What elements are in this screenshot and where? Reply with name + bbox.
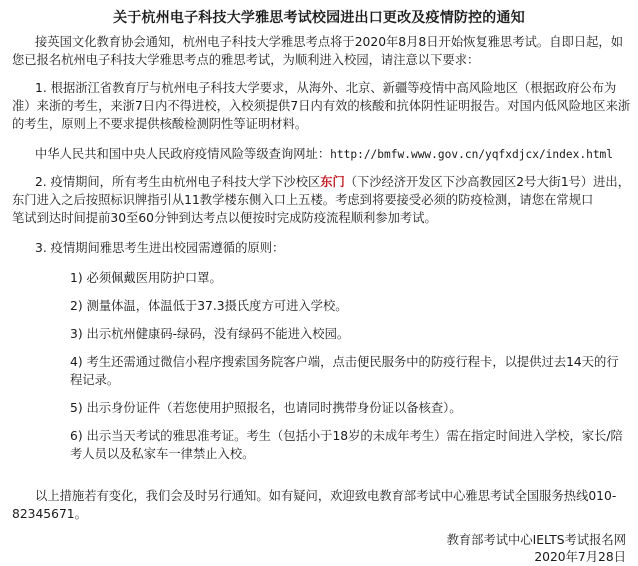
rule-2: 2) 测量体温，体温低于37.3摄氏度方可进入学校。	[70, 299, 348, 313]
rule-4-line-2: 程记录。	[70, 373, 120, 387]
website-label: 中华人民共和国中央人民政府疫情风险等级查询网址：	[35, 147, 331, 161]
website-url[interactable]: http://bmfw.www.gov.cn/yqfxdjcx/index.html	[330, 148, 614, 161]
item2-line-1	[35, 174, 630, 191]
closing-line-2: 82345671。	[12, 507, 87, 521]
closing-line-1: 以上措施若有变化，我们会及时另行通知。如有疑问，欢迎致电教育部考试中心雅思考试全国服务热线010-	[35, 489, 617, 503]
intro-line-2: 您已报名杭州电子科技大学雅思考点的雅思考试，为顺利进入校园，请注意以下要求：	[12, 53, 480, 67]
item1-line-3: 的考生，原则上不要求提供核酸检测阴性等证明材料。	[12, 117, 308, 131]
rule-4-line-1: 4) 考生还需通过微信小程序搜索国务院客户端，点击便民服务中的防疫行程卡，以提供过去14天的行	[70, 355, 619, 369]
footer-date: 2020年7月28日	[534, 550, 626, 564]
rule-1: 1) 必须佩戴医用防护口罩。	[70, 271, 222, 285]
item2-text-pre: 2. 疫情期间，所有考生由杭州电子科技大学下沙校区	[35, 175, 321, 189]
rule-3: 3) 出示杭州健康码-绿码，没有绿码不能进入校园。	[70, 327, 350, 341]
item2-text-post: （下沙经济开发区下沙高教园区2号大街1号）进出，	[344, 175, 630, 189]
east-gate-highlight: 东门	[320, 175, 345, 189]
rule-6-line-2: 考人员以及私家车一律禁止入校。	[70, 447, 255, 461]
rule-6-line-1: 6) 出示当天考试的雅思准考证。考生（包括小于18岁的未成年考生）需在指定时间进入学校，家长/陪	[70, 429, 623, 443]
website-row	[35, 146, 613, 163]
rule-5: 5) 出示身份证件（若您使用护照报名，也请同时携带身份证以备核查）。	[70, 401, 462, 415]
item3-heading: 3. 疫情期间雅思考生进出校园需遵循的原则：	[35, 241, 285, 255]
document-title: 关于杭州电子科技大学雅思考试校园进出口更改及疫情防控的通知	[113, 10, 525, 26]
item2-line-2: 东门进入之后按照标识牌指引从11教学楼东侧入口上五楼。考虑到将要接受必须的防疫检测，请您在常规口	[12, 193, 594, 207]
item1-line-2: 准）来浙的考生，来浙7日内不得进校，入校须提供7日内有效的核酸和抗体阴性证明报告。对国内低风险地区来浙	[12, 99, 631, 113]
item2-line-3: 笔试到达时间提前30至60分钟到达考点以便按时完成防疫流程顺利参加考试。	[12, 211, 437, 225]
intro-line-1: 接英国文化教育协会通知，杭州电子科技大学雅思考点将于2020年8月8日开始恢复雅思考试。自即日起，如	[35, 35, 624, 49]
item1-line-1: 1. 根据浙江省教育厅与杭州电子科技大学要求，从海外、北京、新疆等疫情中高风险地区（根据政府公布为	[35, 81, 617, 95]
footer-org: 教育部考试中心IELTS考试报名网	[446, 533, 626, 547]
